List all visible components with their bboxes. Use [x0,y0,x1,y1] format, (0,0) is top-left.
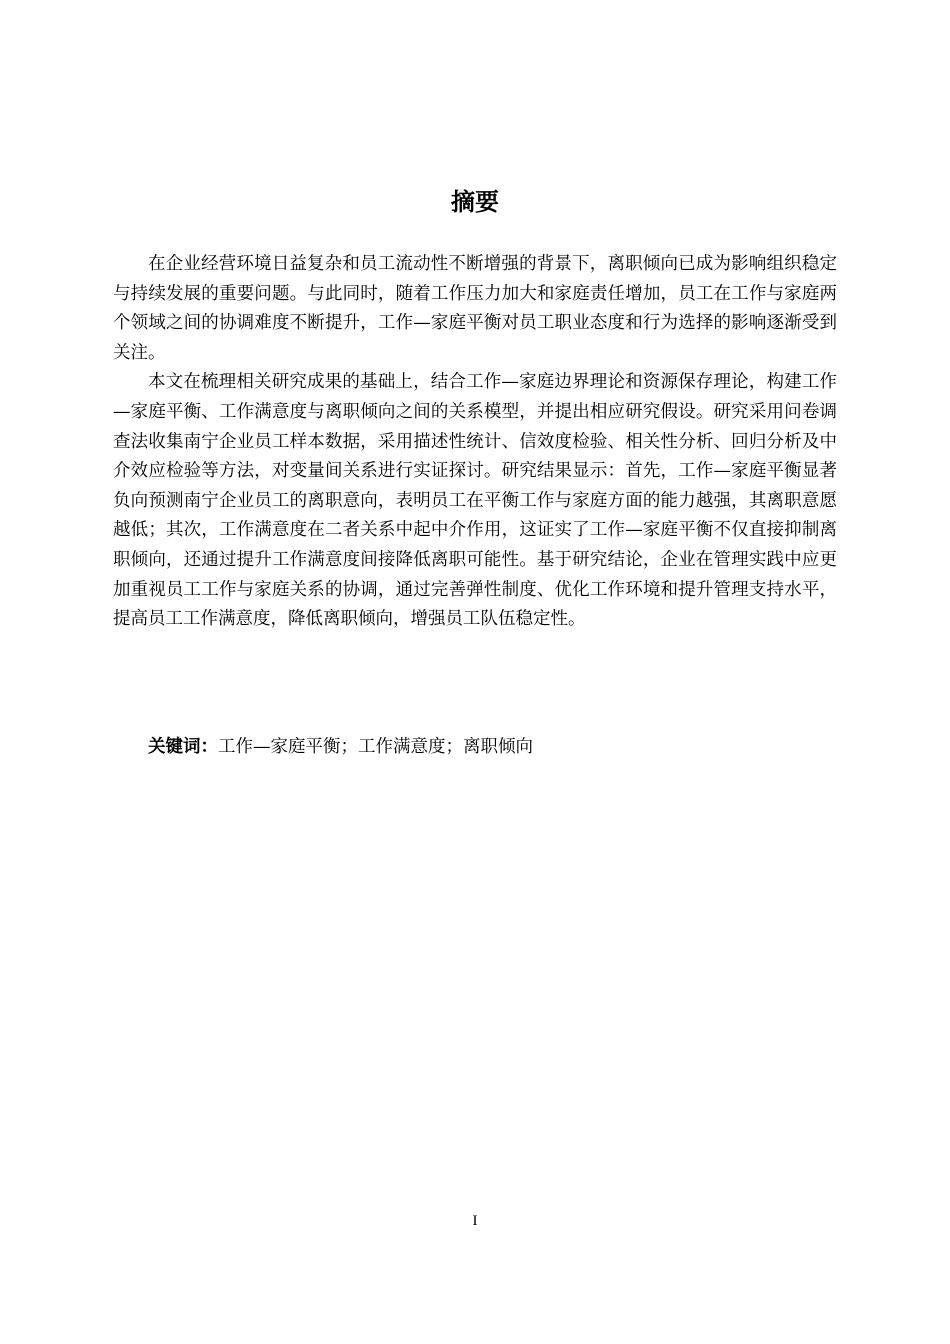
keywords-text: 工作—家庭平衡；工作满意度；离职倾向 [218,737,533,757]
keywords-line [113,733,837,761]
abstract-paragraph-2: 本文在梳理相关研究成果的基础上，结合工作—家庭边界理论和资源保存理论，构建工作—家庭平衡、工作满意度与离职倾向之间的关系模型，并提出相应研究假设。研究采用问卷调查法收集南宁企业员工样本数据，采用描述性统计、信效度检验、相关性分析、回归分析及中介效应检验等方法，对变量间关系进行实证探讨。研究结果显示：首先，工作—家庭平衡显著负向预测南宁企业员工的离职意向，表明员工在平衡工作与家庭方面的能力越强，其离职意愿越低；其次，工作满意度在二者关系中起中介作用，这证实了工作—家庭平衡不仅直接抑制离职倾向，还通过提升工作满意度间接降低离职可能性。基于研究结论，企业在管理实践中应更加重视员工工作与家庭关系的协调，通过完善弹性制度、优化工作环境和提升管理支持水平，提高员工工作满意度，降低离职倾向，增强员工队伍稳定性。 [113,372,837,630]
abstract-body [113,250,837,635]
page-number: I [472,1213,478,1229]
keywords-label: 关键词： [148,737,218,757]
abstract-paragraph-1: 在企业经营环境日益复杂和员工流动性不断增强的背景下，离职倾向已成为影响组织稳定与持续发展的重要问题。与此同时，随着工作压力加大和家庭责任增加，员工在工作与家庭两个领域之间的协调难度不断提升，工作—家庭平衡对员工职业态度和行为选择的影响逐渐受到关注。 [113,254,837,363]
page-title: 摘要 [451,188,499,216]
